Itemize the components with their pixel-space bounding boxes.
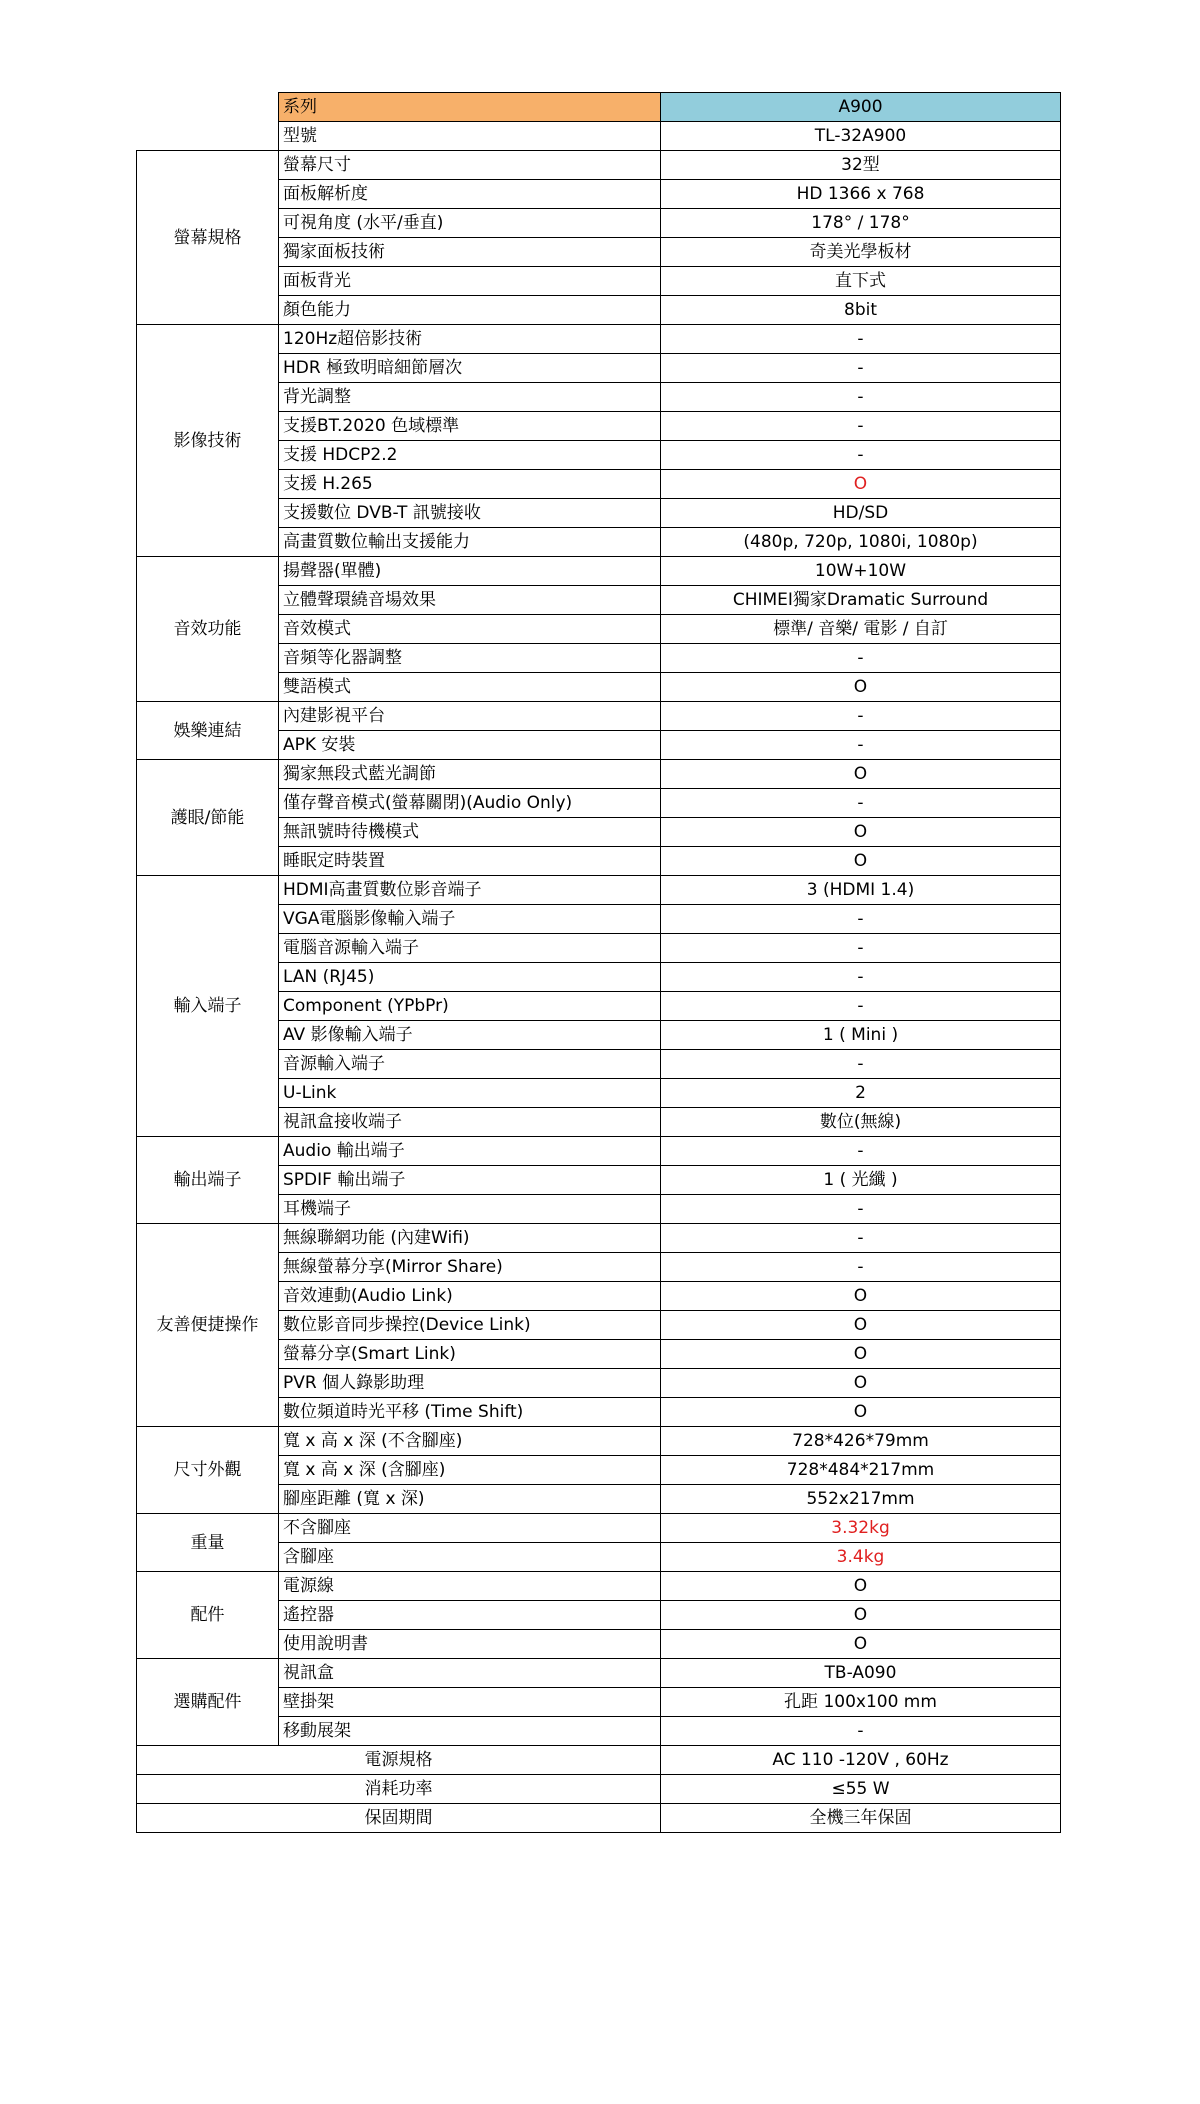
spec-row xyxy=(137,151,1061,180)
spec-value: 1 ( Mini ) xyxy=(661,1021,1061,1050)
spec-value: - xyxy=(661,992,1061,1021)
spec-value: 10W+10W xyxy=(661,557,1061,586)
spec-label: VGA電腦影像輸入端子 xyxy=(279,905,661,934)
spec-label: Audio 輸出端子 xyxy=(279,1137,661,1166)
spec-value: 552x217mm xyxy=(661,1485,1061,1514)
series-label: 系列 xyxy=(279,93,661,122)
footer-label: 保固期間 xyxy=(137,1804,661,1833)
spec-label: 移動展架 xyxy=(279,1717,661,1746)
footer-label: 消耗功率 xyxy=(137,1775,661,1804)
spec-label: U-Link xyxy=(279,1079,661,1108)
spec-row xyxy=(137,1514,1061,1543)
spec-label: 音效連動(Audio Link) xyxy=(279,1282,661,1311)
spec-row xyxy=(137,1224,1061,1253)
spec-value: 178° / 178° xyxy=(661,209,1061,238)
spec-value: CHIMEI獨家Dramatic Surround xyxy=(661,586,1061,615)
spec-value: 直下式 xyxy=(661,267,1061,296)
spec-label: 無線聯網功能 (內建Wifi) xyxy=(279,1224,661,1253)
spec-value: O xyxy=(661,1282,1061,1311)
spec-value: O xyxy=(661,1340,1061,1369)
spec-value: O xyxy=(661,1398,1061,1427)
header-row xyxy=(137,93,1061,122)
spec-value: 3 (HDMI 1.4) xyxy=(661,876,1061,905)
spec-label: AV 影像輸入端子 xyxy=(279,1021,661,1050)
spec-value: O xyxy=(661,760,1061,789)
spec-label: APK 安裝 xyxy=(279,731,661,760)
category-cell: 友善便捷操作 xyxy=(137,1224,279,1427)
category-cell: 配件 xyxy=(137,1572,279,1659)
spec-label: 支援BT.2020 色域標準 xyxy=(279,412,661,441)
category-cell: 影像技術 xyxy=(137,325,279,557)
category-cell: 尺寸外觀 xyxy=(137,1427,279,1514)
spec-value: - xyxy=(661,731,1061,760)
spec-row xyxy=(137,1572,1061,1601)
spec-value: O xyxy=(661,1630,1061,1659)
spec-value: O xyxy=(661,1572,1061,1601)
spec-row xyxy=(137,325,1061,354)
spec-value: 3.32kg xyxy=(661,1514,1061,1543)
spec-label: 螢幕尺寸 xyxy=(279,151,661,180)
spec-value: O xyxy=(661,673,1061,702)
spec-label: 面板背光 xyxy=(279,267,661,296)
footer-label: 電源規格 xyxy=(137,1746,661,1775)
spec-value: TB-A090 xyxy=(661,1659,1061,1688)
spec-label: 睡眠定時裝置 xyxy=(279,847,661,876)
spec-label: 支援 H.265 xyxy=(279,470,661,499)
category-cell: 音效功能 xyxy=(137,557,279,702)
spec-value: - xyxy=(661,934,1061,963)
spec-value: - xyxy=(661,905,1061,934)
spec-label: 無訊號時待機模式 xyxy=(279,818,661,847)
spec-label: 耳機端子 xyxy=(279,1195,661,1224)
footer-value: 全機三年保固 xyxy=(661,1804,1061,1833)
spec-label: SPDIF 輸出端子 xyxy=(279,1166,661,1195)
spec-value: - xyxy=(661,1253,1061,1282)
spec-label: 揚聲器(單體) xyxy=(279,557,661,586)
spec-value: O xyxy=(661,470,1061,499)
footer-row xyxy=(137,1775,1061,1804)
spec-label: 面板解析度 xyxy=(279,180,661,209)
category-cell: 螢幕規格 xyxy=(137,151,279,325)
footer-row xyxy=(137,1746,1061,1775)
spec-value: O xyxy=(661,847,1061,876)
spec-label: 立體聲環繞音場效果 xyxy=(279,586,661,615)
spec-label: HDMI高畫質數位影音端子 xyxy=(279,876,661,905)
spec-value: O xyxy=(661,818,1061,847)
spec-value: O xyxy=(661,1311,1061,1340)
spec-value: 1 ( 光纖 ) xyxy=(661,1166,1061,1195)
spec-label: LAN (RJ45) xyxy=(279,963,661,992)
spec-label: Component (YPbPr) xyxy=(279,992,661,1021)
spec-label: 電源線 xyxy=(279,1572,661,1601)
spec-label: 寬 x 高 x 深 (含腳座) xyxy=(279,1456,661,1485)
spec-value: 32型 xyxy=(661,151,1061,180)
spec-label: HDR 極致明暗細節層次 xyxy=(279,354,661,383)
spec-value: O xyxy=(661,1601,1061,1630)
spec-value: HD/SD xyxy=(661,499,1061,528)
spec-value: 2 xyxy=(661,1079,1061,1108)
spec-label: 內建影視平台 xyxy=(279,702,661,731)
spec-label: 遙控器 xyxy=(279,1601,661,1630)
spec-label: 獨家面板技術 xyxy=(279,238,661,267)
spec-value: 數位(無線) xyxy=(661,1108,1061,1137)
spec-value: - xyxy=(661,702,1061,731)
spec-row xyxy=(137,876,1061,905)
spec-label: 使用說明書 xyxy=(279,1630,661,1659)
spec-value: - xyxy=(661,644,1061,673)
spec-value: - xyxy=(661,1050,1061,1079)
spec-value: 8bit xyxy=(661,296,1061,325)
model-blank-cell xyxy=(137,122,279,151)
spec-row xyxy=(137,760,1061,789)
spec-label: 視訊盒 xyxy=(279,1659,661,1688)
spec-table-body xyxy=(137,93,1061,1833)
spec-value: (480p, 720p, 1080i, 1080p) xyxy=(661,528,1061,557)
model-row xyxy=(137,122,1061,151)
spec-value: 孔距 100x100 mm xyxy=(661,1688,1061,1717)
spec-label: PVR 個人錄影助理 xyxy=(279,1369,661,1398)
footer-value: AC 110 -120V , 60Hz xyxy=(661,1746,1061,1775)
spec-label: 音效模式 xyxy=(279,615,661,644)
spec-value: - xyxy=(661,1195,1061,1224)
spec-label: 顏色能力 xyxy=(279,296,661,325)
category-cell: 輸入端子 xyxy=(137,876,279,1137)
spec-label: 獨家無段式藍光調節 xyxy=(279,760,661,789)
spec-label: 音頻等化器調整 xyxy=(279,644,661,673)
category-cell: 重量 xyxy=(137,1514,279,1572)
spec-label: 視訊盒接收端子 xyxy=(279,1108,661,1137)
spec-row xyxy=(137,702,1061,731)
spec-row xyxy=(137,1659,1061,1688)
spec-row xyxy=(137,557,1061,586)
spec-value: 728*426*79mm xyxy=(661,1427,1061,1456)
spec-value: 標準/ 音樂/ 電影 / 自訂 xyxy=(661,615,1061,644)
spec-value: - xyxy=(661,354,1061,383)
spec-label: 壁掛架 xyxy=(279,1688,661,1717)
spec-label: 120Hz超倍影技術 xyxy=(279,325,661,354)
spec-row xyxy=(137,1137,1061,1166)
series-value: A900 xyxy=(661,93,1061,122)
spec-value: - xyxy=(661,789,1061,818)
spec-value: - xyxy=(661,383,1061,412)
spec-value: 奇美光學板材 xyxy=(661,238,1061,267)
spec-value: HD 1366 x 768 xyxy=(661,180,1061,209)
spec-value: - xyxy=(661,1137,1061,1166)
footer-value: ≤55 W xyxy=(661,1775,1061,1804)
spec-label: 支援數位 DVB-T 訊號接收 xyxy=(279,499,661,528)
category-cell: 輸出端子 xyxy=(137,1137,279,1224)
spec-table xyxy=(136,92,1061,1833)
spec-label: 不含腳座 xyxy=(279,1514,661,1543)
spec-value: - xyxy=(661,441,1061,470)
category-cell: 娛樂連結 xyxy=(137,702,279,760)
spec-value: 728*484*217mm xyxy=(661,1456,1061,1485)
spec-value: 3.4kg xyxy=(661,1543,1061,1572)
spec-label: 雙語模式 xyxy=(279,673,661,702)
spec-label: 數位頻道時光平移 (Time Shift) xyxy=(279,1398,661,1427)
spec-label: 寬 x 高 x 深 (不含腳座) xyxy=(279,1427,661,1456)
spec-value: - xyxy=(661,963,1061,992)
category-cell: 選購配件 xyxy=(137,1659,279,1746)
spec-label: 無線螢幕分享(Mirror Share) xyxy=(279,1253,661,1282)
spec-label: 含腳座 xyxy=(279,1543,661,1572)
spec-value: O xyxy=(661,1369,1061,1398)
spec-label: 僅存聲音模式(螢幕關閉)(Audio Only) xyxy=(279,789,661,818)
model-label: 型號 xyxy=(279,122,661,151)
spec-value: - xyxy=(661,1224,1061,1253)
model-value: TL-32A900 xyxy=(661,122,1061,151)
spec-label: 高畫質數位輸出支援能力 xyxy=(279,528,661,557)
spec-label: 腳座距離 (寬 x 深) xyxy=(279,1485,661,1514)
category-cell: 護眼/節能 xyxy=(137,760,279,876)
spec-value: - xyxy=(661,325,1061,354)
spec-label: 電腦音源輸入端子 xyxy=(279,934,661,963)
spec-label: 螢幕分享(Smart Link) xyxy=(279,1340,661,1369)
spec-value: - xyxy=(661,412,1061,441)
footer-row xyxy=(137,1804,1061,1833)
spec-label: 數位影音同步操控(Device Link) xyxy=(279,1311,661,1340)
spec-label: 可視角度 (水平/垂直) xyxy=(279,209,661,238)
spec-label: 支援 HDCP2.2 xyxy=(279,441,661,470)
spec-row xyxy=(137,1427,1061,1456)
spec-label: 音源輸入端子 xyxy=(279,1050,661,1079)
spec-label: 背光調整 xyxy=(279,383,661,412)
spec-value: - xyxy=(661,1717,1061,1746)
header-blank-cell xyxy=(137,93,279,122)
